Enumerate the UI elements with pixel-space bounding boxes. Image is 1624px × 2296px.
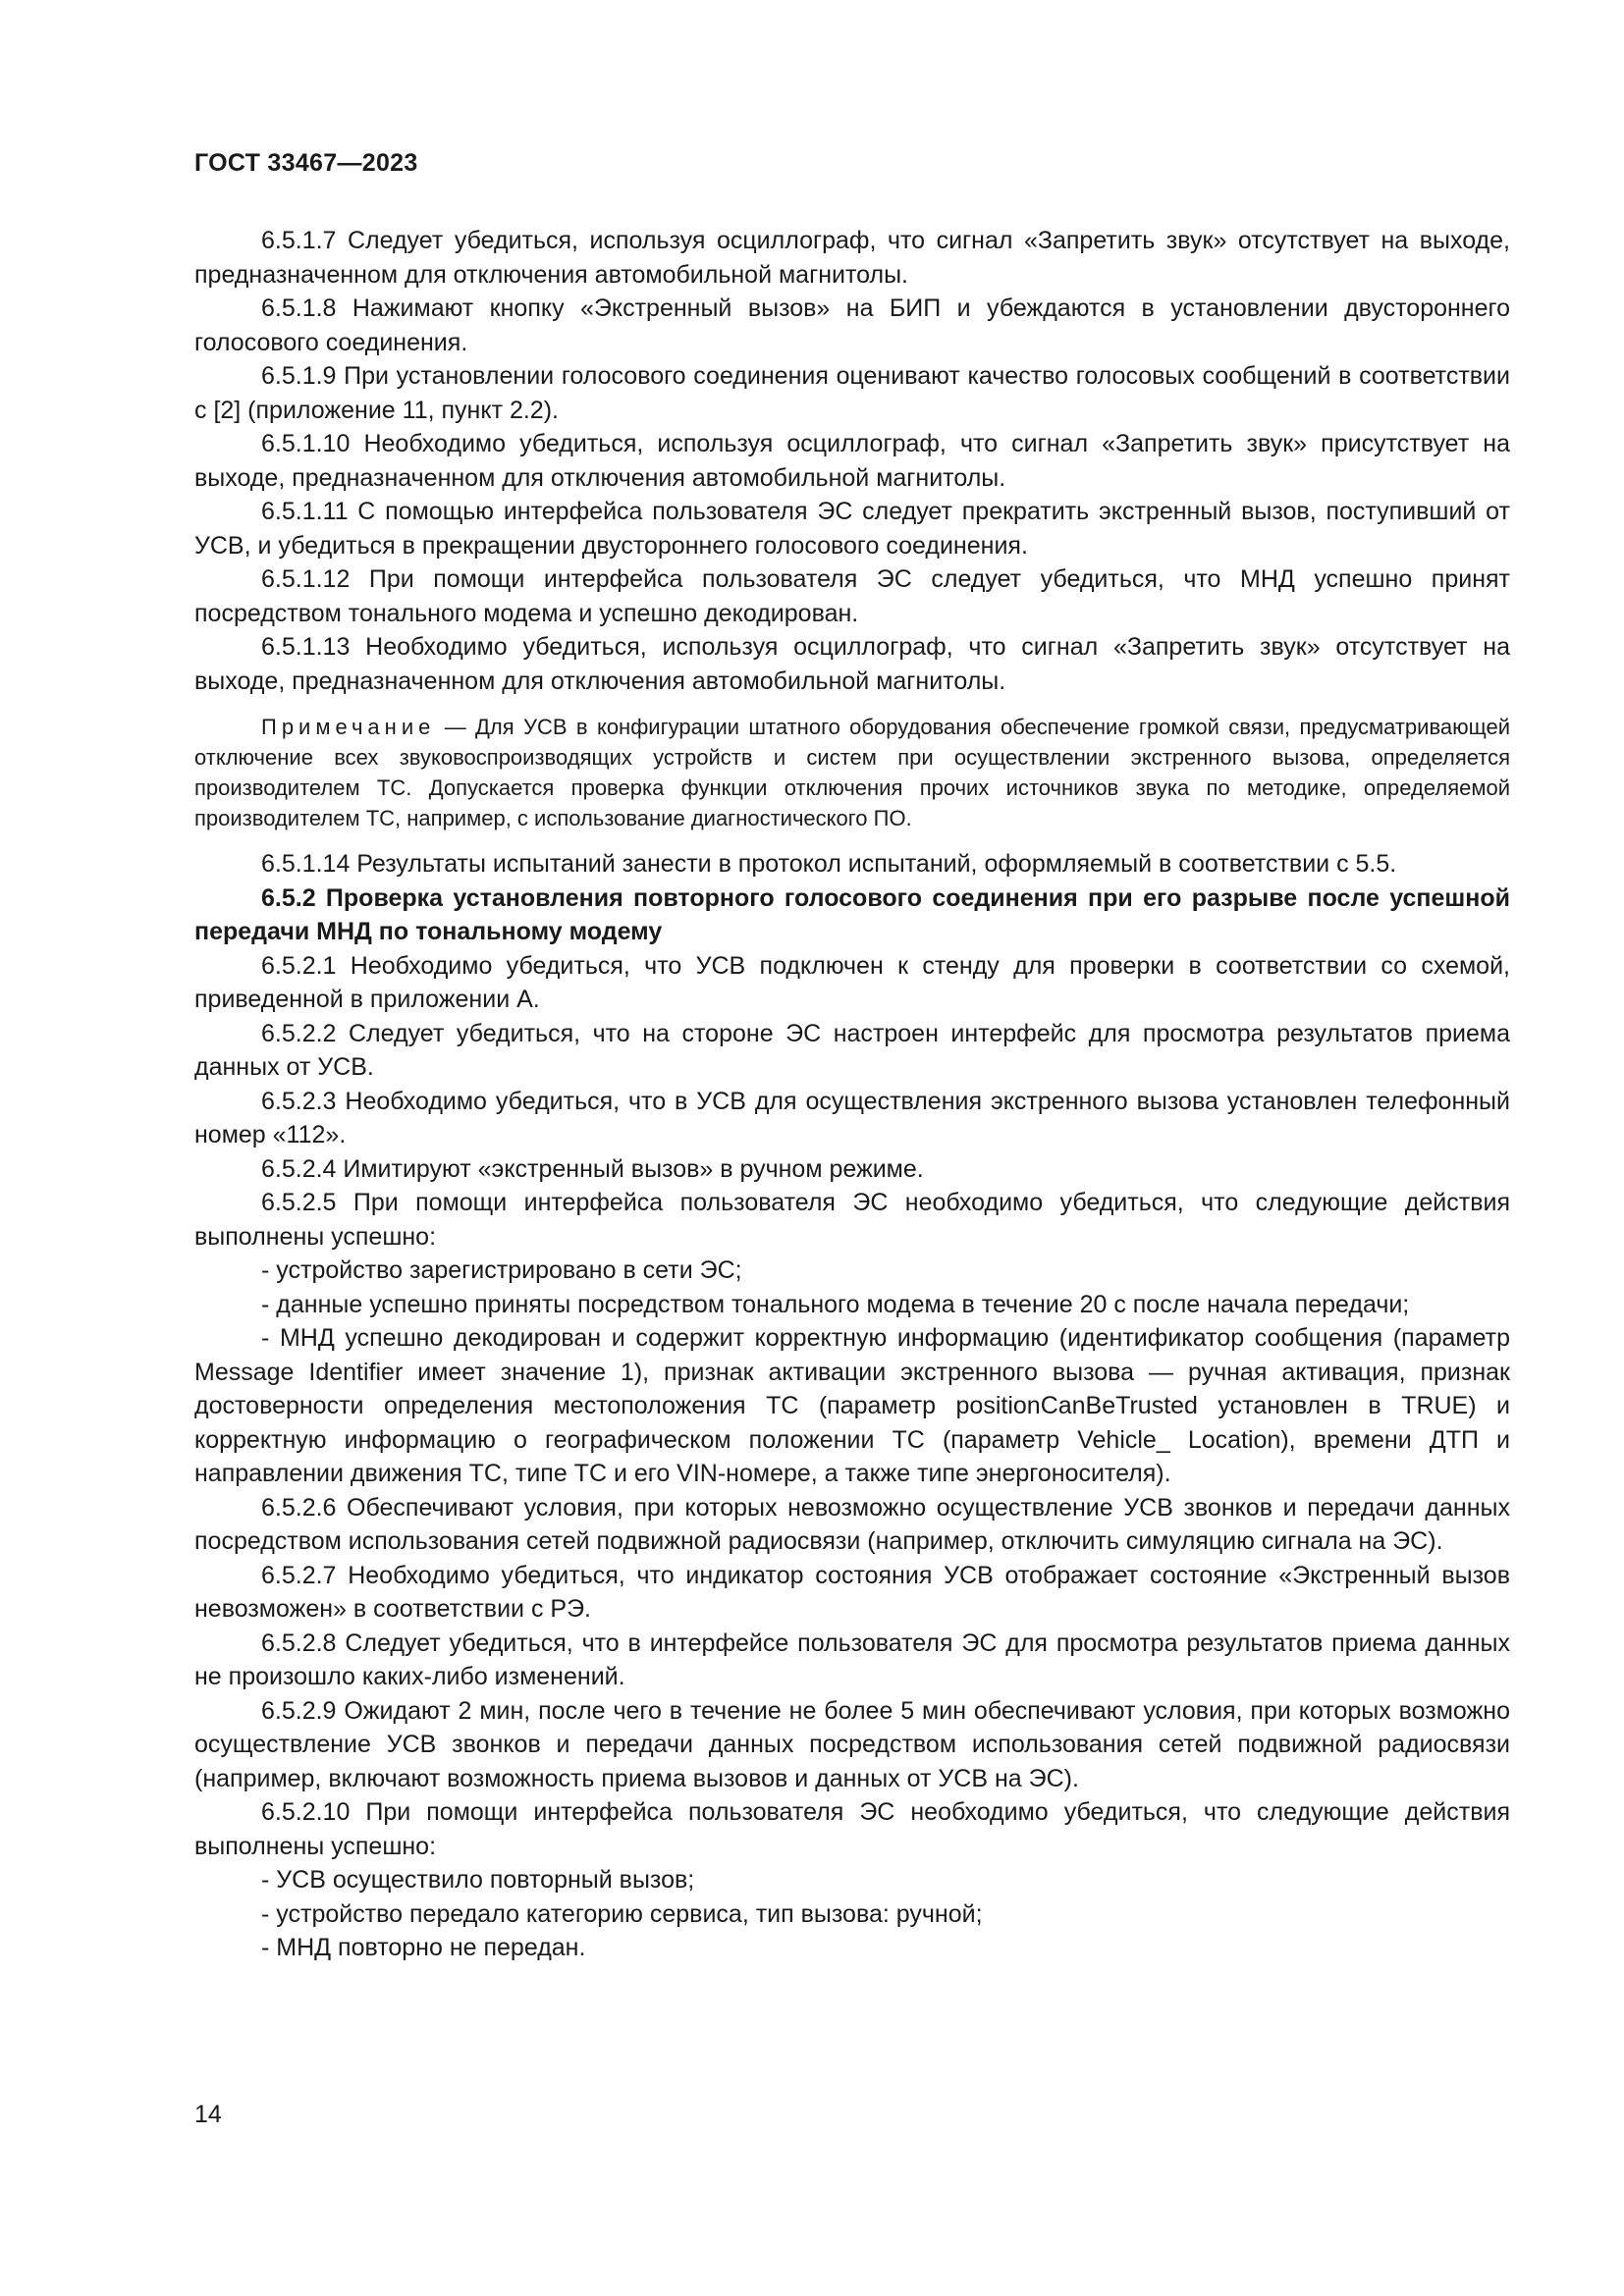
paragraph-6-5-2-7: 6.5.2.7 Необходимо убедиться, что индикатор состояния УСВ отображает состояние «Экстренный вызов невозможен» в соответствии с РЭ. [194,1561,1510,1623]
list-item: - УСВ осуществило повторный вызов; [261,1866,695,1894]
list-item: - данные успешно приняты посредством тонального модема в течение 20 с после начала передачи; [261,1290,1410,1318]
paragraph-6-5-2-6: 6.5.2.6 Обеспечивают условия, при которых невозможно осуществление УСВ звонков и передачи данных посредством использования сетей подвижной радиосвязи (например, отключить симуляцию сигнала на ЭС). [194,1493,1510,1555]
paragraph-6-5-2-8: 6.5.2.8 Следует убедиться, что в интерфейсе пользователя ЭС для просмотра результатов приема данных не произошло каких-либо изменений. [194,1629,1510,1690]
paragraph-6-5-1-7: 6.5.1.7 Следует убедиться, используя осциллограф, что сигнал «Запретить звук» отсутствует на выходе, предназначенном для отключения автомобильной магнитолы. [194,227,1510,289]
list-item: - МНД повторно не передан. [261,1934,586,1961]
paragraph-6-5-2-4: 6.5.2.4 Имитируют «экстренный вызов» в ручном режиме. [261,1154,924,1183]
list-item: - МНД успешно декодирован и содержит корректную информацию (идентификатор сообщения (параметр Message Identifier имеет значение 1), признак активации экстренного вызова — ручная активация, признак достоверности определения местоположения ТС (параметр positionCanBeTrusted установлен в TRUE) и корректную информацию о географическом положении ТС (параметр Vehicle_ Location), времени ДТП и направлении движения ТС, типе ТС и его VIN-номере, а также типе энергоносителя). [194,1324,1510,1487]
paragraph-6-5-1-9: 6.5.1.9 При установлении голосового соединения оценивают качество голосовых сообщений в соответствии с [2] (приложение 11, пункт 2.2). [194,362,1510,424]
paragraph-6-5-1-13: 6.5.1.13 Необходимо убедиться, используя осциллограф, что сигнал «Запретить звук» отсутствует на выходе, предназначенном для отключения автомобильной магнитолы. [194,633,1510,695]
paragraph-6-5-2-3: 6.5.2.3 Необходимо убедиться, что в УСВ для осуществления экстренного вызова установлен телефонный номер «112». [194,1087,1510,1148]
paragraph-6-5-1-10: 6.5.1.10 Необходимо убедиться, используя осциллограф, что сигнал «Запретить звук» присутствует на выходе, предназначенном для отключения автомобильной магнитолы. [194,430,1510,492]
page-number: 14 [194,2101,222,2128]
note [194,712,1510,833]
paragraph-6-5-2-2: 6.5.2.2 Следует убедиться, что на стороне ЭС настроен интерфейс для просмотра результатов приема данных от УСВ. [194,1019,1510,1081]
paragraph-6-5-2-9: 6.5.2.9 Ожидают 2 мин, после чего в течение не более 5 мин обеспечивают условия, при которых возможно осуществление УСВ звонков и передачи данных посредством использования сетей подвижной радиосвязи (например, включают возможность приема вызовов и данных от УСВ на ЭС). [194,1696,1510,1792]
paragraph-6-5-2-5: 6.5.2.5 При помощи интерфейса пользователя ЭС необходимо убедиться, что следующие действия выполнены успешно: [194,1189,1510,1251]
list-item: - устройство передало категорию сервиса, тип вызова: ручной; [261,1899,983,1928]
paragraph-6-5-1-11: 6.5.1.11 С помощью интерфейса пользователя ЭС следует прекратить экстренный вызов, поступивший от УСВ, и убедиться в прекращении двустороннего голосового соединения. [194,498,1510,560]
paragraph-6-5-1-12: 6.5.1.12 При помощи интерфейса пользователя ЭС следует убедиться, что МНД успешно принят посредством тонального модема и успешно декодирован. [194,565,1510,627]
list-item: - устройство зарегистрировано в сети ЭС; [261,1256,742,1284]
paragraph-6-5-1-8: 6.5.1.8 Нажимают кнопку «Экстренный вызов» на БИП и убеждаются в установлении двустороннего голосового соединения. [194,294,1510,356]
paragraph-6-5-2-1: 6.5.2.1 Необходимо убедиться, что УСВ подключен к стенду для проверки в соответствии со схемой, приведенной в приложении А. [194,951,1510,1013]
paragraph-6-5-1-14: 6.5.1.14 Результаты испытаний занести в протокол испытаний, оформляемый в соответствии с 5.5. [261,850,1397,878]
paragraph-6-5-2-10: 6.5.2.10 При помощи интерфейса пользователя ЭС необходимо убедиться, что следующие действия выполнены успешно: [194,1798,1510,1860]
note-label: Примечание [261,715,436,739]
section-heading-6-5-2: 6.5.2 Проверка установления повторного голосового соединения при его разрыве после успешной передачи МНД по тональному модему [194,883,1510,945]
document-id-header: ГОСТ 33467—2023 [194,149,418,177]
document-body [194,224,1510,1965]
note-text: — Для УСВ в конфигурации штатного оборудования обеспечение громкой связи, предусматривающей отключение всех звуковоспроизводящих устройств и систем при осуществлении экстренного вызова, определяется производителем ТС. Допускается проверка функции отключения прочих источников звука по методике, определяемой производителем ТС, например, с использование диагностического ПО. [194,715,1510,830]
